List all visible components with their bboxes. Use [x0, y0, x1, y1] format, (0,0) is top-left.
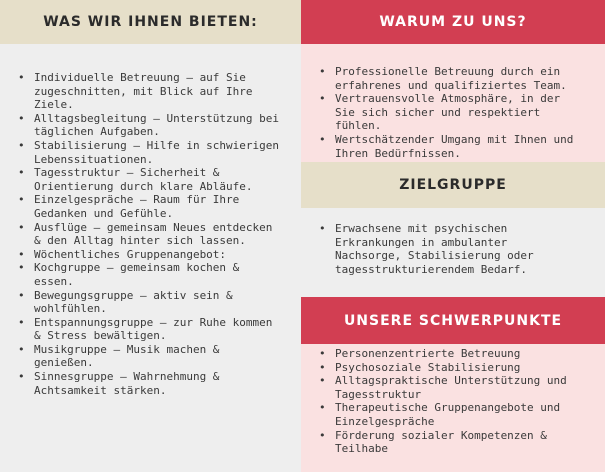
offer-title: WAS WIR IHNEN BIETEN:	[43, 14, 258, 30]
list-item: • Alltagspraktische Unterstützung und Tagesstruktur	[335, 374, 589, 401]
warum-title: WARUM ZU UNS?	[379, 14, 527, 30]
schwerpunkte-list	[301, 344, 589, 456]
zielgruppe-title: ZIELGRUPPE	[399, 177, 507, 193]
list-item: • Erwachsene mit psychischen Erkrankungen in ambulanter Nachsorge, Stabilisierung oder tagesstrukturierendem Bedarf.	[335, 222, 575, 276]
zielgruppe-header	[301, 162, 605, 208]
list-item: • Psychosoziale Stabilisierung	[335, 361, 589, 375]
zielgruppe-panel	[301, 208, 605, 297]
right-column	[301, 0, 605, 472]
list-item: • Vertrauensvolle Atmosphäre, in der Sie sich sicher und respektiert fühlen.	[335, 92, 585, 133]
list-item: • Tagesstruktur – Sicherheit & Orientierung durch klare Abläufe.	[34, 166, 284, 193]
list-item: • Stabilisierung – Hilfe in schwierigen Lebenssituationen.	[34, 139, 284, 166]
list-item: • Wöchentliches Gruppenangebot:	[34, 248, 284, 262]
list-item: • Alltagsbegleitung – Unterstützung bei täglichen Aufgaben.	[34, 112, 284, 139]
warum-list	[301, 44, 585, 160]
warum-header	[301, 0, 605, 44]
list-item: • Wertschätzender Umgang mit Ihnen und Ihren Bedürfnissen.	[335, 133, 585, 160]
list-item: • Sinnesgruppe – Wahrnehmung & Achtsamkeit stärken.	[34, 370, 284, 397]
schwerpunkte-header	[301, 297, 605, 344]
list-item: • Professionelle Betreuung durch ein erfahrenes und qualifiziertes Team.	[335, 65, 585, 92]
list-item: • Bewegungsgruppe – aktiv sein & wohlfühlen.	[34, 289, 284, 316]
schwerpunkte-title: UNSERE SCHWERPUNKTE	[343, 312, 563, 329]
list-item: • Ausflüge – gemeinsam Neues entdecken & den Alltag hinter sich lassen.	[34, 221, 284, 248]
list-item: • Förderung sozialer Kompetenzen & Teilhabe	[335, 429, 589, 456]
list-item: • Individuelle Betreuung – auf Sie zugeschnitten, mit Blick auf Ihre Ziele.	[34, 71, 284, 112]
list-item: • Kochgruppe – gemeinsam kochen & essen.	[34, 261, 284, 288]
list-item: • Entspannungsgruppe – zur Ruhe kommen & Stress bewältigen.	[34, 316, 284, 343]
warum-panel	[301, 44, 605, 162]
offer-list	[0, 44, 284, 397]
list-item: • Therapeutische Gruppenangebote und Einzelgespräche	[335, 401, 589, 428]
schwerpunkte-panel	[301, 344, 605, 472]
list-item: • Musikgruppe – Musik machen & genießen.	[34, 343, 284, 370]
offer-column	[0, 0, 301, 472]
offer-header	[0, 0, 301, 44]
list-item: • Einzelgespräche – Raum für Ihre Gedanken und Gefühle.	[34, 193, 284, 220]
zielgruppe-list	[301, 208, 575, 276]
list-item: • Personenzentrierte Betreuung	[335, 347, 589, 361]
